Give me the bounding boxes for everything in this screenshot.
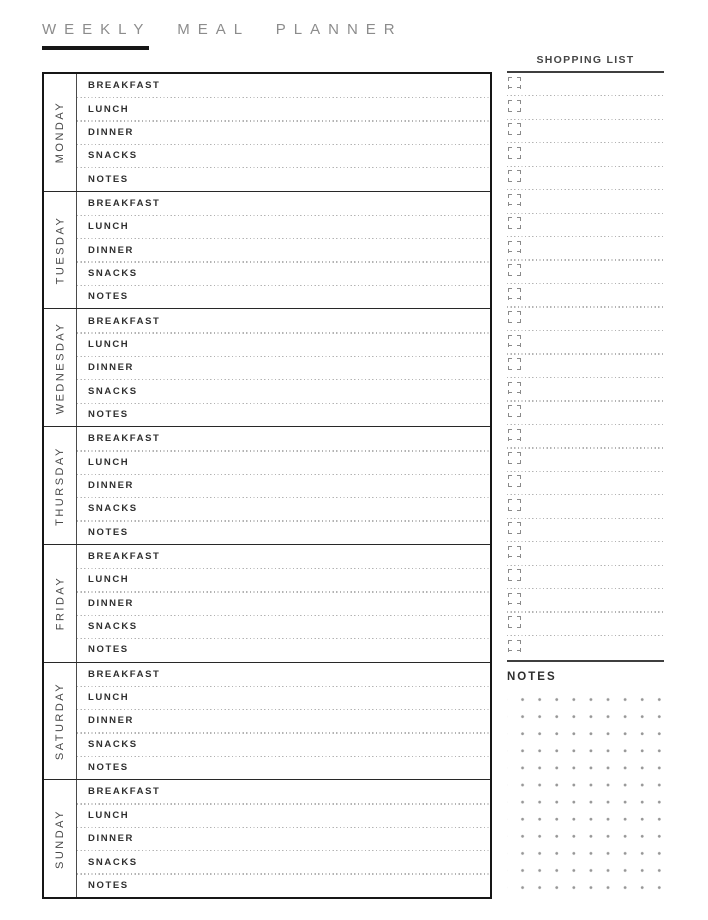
meal-row-dinner <box>77 474 490 497</box>
day-label <box>44 74 77 191</box>
day-block-saturday <box>44 663 490 781</box>
meal-row-label: NOTES <box>88 408 129 420</box>
meal-rows <box>77 780 490 897</box>
checkbox-icon <box>508 100 521 112</box>
day-label <box>44 545 77 662</box>
meal-row-label: DINNER <box>88 244 135 256</box>
meal-row-snacks <box>77 262 490 285</box>
meal-row-lunch <box>77 686 490 709</box>
meal-row-label: SNACKS <box>88 738 138 750</box>
meal-row-label: NOTES <box>88 879 129 891</box>
meal-row-label: NOTES <box>88 644 129 656</box>
weekly-planner <box>42 72 492 899</box>
meal-rows <box>77 427 490 544</box>
shopping-list-row <box>507 143 664 166</box>
checkbox-icon <box>508 311 521 323</box>
shopping-list-row <box>507 402 664 425</box>
meal-row-notes <box>77 521 490 544</box>
meal-row-notes <box>77 167 490 190</box>
meal-row-label: BREAKFAST <box>88 80 161 92</box>
meal-row-dinner <box>77 238 490 261</box>
meal-row-label: DINNER <box>88 597 135 609</box>
day-label-text: FRIDAY <box>54 575 66 631</box>
day-block-monday <box>44 74 490 192</box>
shopping-list-row <box>507 261 664 284</box>
shopping-list-row <box>507 284 664 307</box>
checkbox-icon <box>508 522 521 534</box>
shopping-list-row <box>507 96 664 119</box>
meal-row-dinner <box>77 121 490 144</box>
meal-row-label: NOTES <box>88 762 129 774</box>
meal-row-label: SNACKS <box>88 621 138 633</box>
meal-row-label: DINNER <box>88 833 135 845</box>
day-label-text: TUESDAY <box>54 215 67 285</box>
day-block-sunday <box>44 780 490 897</box>
shopping-list-row <box>507 613 664 636</box>
meal-row-breakfast <box>77 545 490 568</box>
meal-row-label: SNACKS <box>88 267 138 279</box>
meal-row-label: DINNER <box>88 362 135 374</box>
title-underline <box>42 46 149 50</box>
shopping-list-row <box>507 190 664 213</box>
meal-row-breakfast <box>77 74 490 97</box>
meal-row-snacks <box>77 850 490 873</box>
checkbox-icon <box>508 194 521 206</box>
shopping-list-row <box>507 449 664 472</box>
checkbox-icon <box>508 170 521 182</box>
shopping-list-row <box>507 566 664 589</box>
day-label-text: WEDNESDAY <box>54 321 66 415</box>
shopping-list-row <box>507 425 664 448</box>
checkbox-icon <box>508 546 521 558</box>
shopping-list-row <box>507 589 664 612</box>
checkbox-icon <box>508 429 521 441</box>
meal-row-label: SNACKS <box>88 150 138 162</box>
checkbox-icon <box>508 217 521 229</box>
meal-rows <box>77 545 490 662</box>
checkbox-icon <box>508 475 521 487</box>
meal-row-dinner <box>77 709 490 732</box>
meal-row-label: BREAKFAST <box>88 433 161 445</box>
meal-row-snacks <box>77 733 490 756</box>
page-title: WEEKLY MEAL PLANNER <box>42 21 403 38</box>
checkbox-icon <box>508 616 521 628</box>
meal-row-label: LUNCH <box>88 574 130 586</box>
meal-row-label: NOTES <box>88 526 129 538</box>
meal-row-label: DINNER <box>88 715 135 727</box>
checkbox-icon <box>508 264 521 276</box>
meal-row-notes <box>77 756 490 779</box>
day-block-friday <box>44 545 490 663</box>
checkbox-icon <box>508 382 521 394</box>
meal-row-label: LUNCH <box>88 221 130 233</box>
meal-row-label: DINNER <box>88 480 135 492</box>
meal-row-label: SNACKS <box>88 856 138 868</box>
meal-row-notes <box>77 638 490 661</box>
day-block-tuesday <box>44 192 490 310</box>
shopping-list-row <box>507 167 664 190</box>
meal-row-label: BREAKFAST <box>88 197 161 209</box>
meal-row-dinner <box>77 592 490 615</box>
meal-rows <box>77 74 490 191</box>
meal-row-breakfast <box>77 192 490 215</box>
meal-row-label: BREAKFAST <box>88 551 161 563</box>
checkbox-icon <box>508 123 521 135</box>
checkbox-icon <box>508 288 521 300</box>
shopping-list-row <box>507 308 664 331</box>
notes-dot-grid <box>507 686 664 898</box>
meal-rows <box>77 663 490 780</box>
shopping-list-row <box>507 331 664 354</box>
shopping-list-row <box>507 214 664 237</box>
checkbox-icon <box>508 147 521 159</box>
checkbox-icon <box>508 77 521 89</box>
shopping-list-row <box>507 355 664 378</box>
shopping-list-row <box>507 73 664 96</box>
day-label <box>44 663 77 780</box>
meal-row-breakfast <box>77 309 490 332</box>
meal-row-label: NOTES <box>88 291 129 303</box>
checkbox-icon <box>508 569 521 581</box>
day-label <box>44 192 77 309</box>
meal-row-snacks <box>77 379 490 402</box>
meal-row-label: BREAKFAST <box>88 315 161 327</box>
checkbox-icon <box>508 405 521 417</box>
shopping-list-row <box>507 636 664 659</box>
day-label <box>44 309 77 426</box>
checkbox-icon <box>508 452 521 464</box>
meal-row-snacks <box>77 144 490 167</box>
shopping-list-title: SHOPPING LIST <box>507 54 664 73</box>
meal-row-dinner <box>77 827 490 850</box>
right-column <box>507 54 664 898</box>
meal-rows <box>77 192 490 309</box>
meal-row-lunch <box>77 568 490 591</box>
day-label-text: THURSDAY <box>54 445 67 526</box>
day-block-wednesday <box>44 309 490 427</box>
meal-row-label: LUNCH <box>88 103 130 115</box>
shopping-list-row <box>507 237 664 260</box>
meal-row-label: NOTES <box>88 173 129 185</box>
meal-row-notes <box>77 285 490 308</box>
day-label-text: MONDAY <box>54 101 66 164</box>
meal-row-lunch <box>77 97 490 120</box>
meal-row-dinner <box>77 356 490 379</box>
meal-rows <box>77 309 490 426</box>
meal-row-label: LUNCH <box>88 692 130 704</box>
day-label <box>44 780 77 897</box>
checkbox-icon <box>508 640 521 652</box>
checkbox-icon <box>508 358 521 370</box>
meal-row-label: LUNCH <box>88 456 130 468</box>
shopping-list-row <box>507 519 664 542</box>
meal-row-lunch <box>77 333 490 356</box>
meal-row-notes <box>77 403 490 426</box>
notes-title: NOTES <box>507 670 557 683</box>
meal-row-label: BREAKFAST <box>88 668 161 680</box>
shopping-list <box>507 73 664 662</box>
checkbox-icon <box>508 593 521 605</box>
meal-row-lunch <box>77 451 490 474</box>
meal-row-snacks <box>77 497 490 520</box>
shopping-list-row <box>507 495 664 518</box>
meal-row-lunch <box>77 804 490 827</box>
meal-row-label: LUNCH <box>88 338 130 350</box>
shopping-list-row <box>507 378 664 401</box>
meal-row-breakfast <box>77 780 490 803</box>
shopping-list-row <box>507 472 664 495</box>
meal-row-label: LUNCH <box>88 809 130 821</box>
day-label-text: SATURDAY <box>54 681 67 761</box>
meal-row-lunch <box>77 215 490 238</box>
checkbox-icon <box>508 241 521 253</box>
day-label-text: SUNDAY <box>54 808 66 869</box>
shopping-list-row <box>507 120 664 143</box>
checkbox-icon <box>508 335 521 347</box>
meal-row-notes <box>77 874 490 897</box>
meal-row-label: BREAKFAST <box>88 786 161 798</box>
meal-row-breakfast <box>77 427 490 450</box>
day-label <box>44 427 77 544</box>
checkbox-icon <box>508 499 521 511</box>
day-block-thursday <box>44 427 490 545</box>
meal-row-snacks <box>77 615 490 638</box>
shopping-list-row <box>507 542 664 565</box>
meal-row-label: DINNER <box>88 126 135 138</box>
meal-row-breakfast <box>77 663 490 686</box>
meal-row-label: SNACKS <box>88 503 138 515</box>
meal-row-label: SNACKS <box>88 385 138 397</box>
